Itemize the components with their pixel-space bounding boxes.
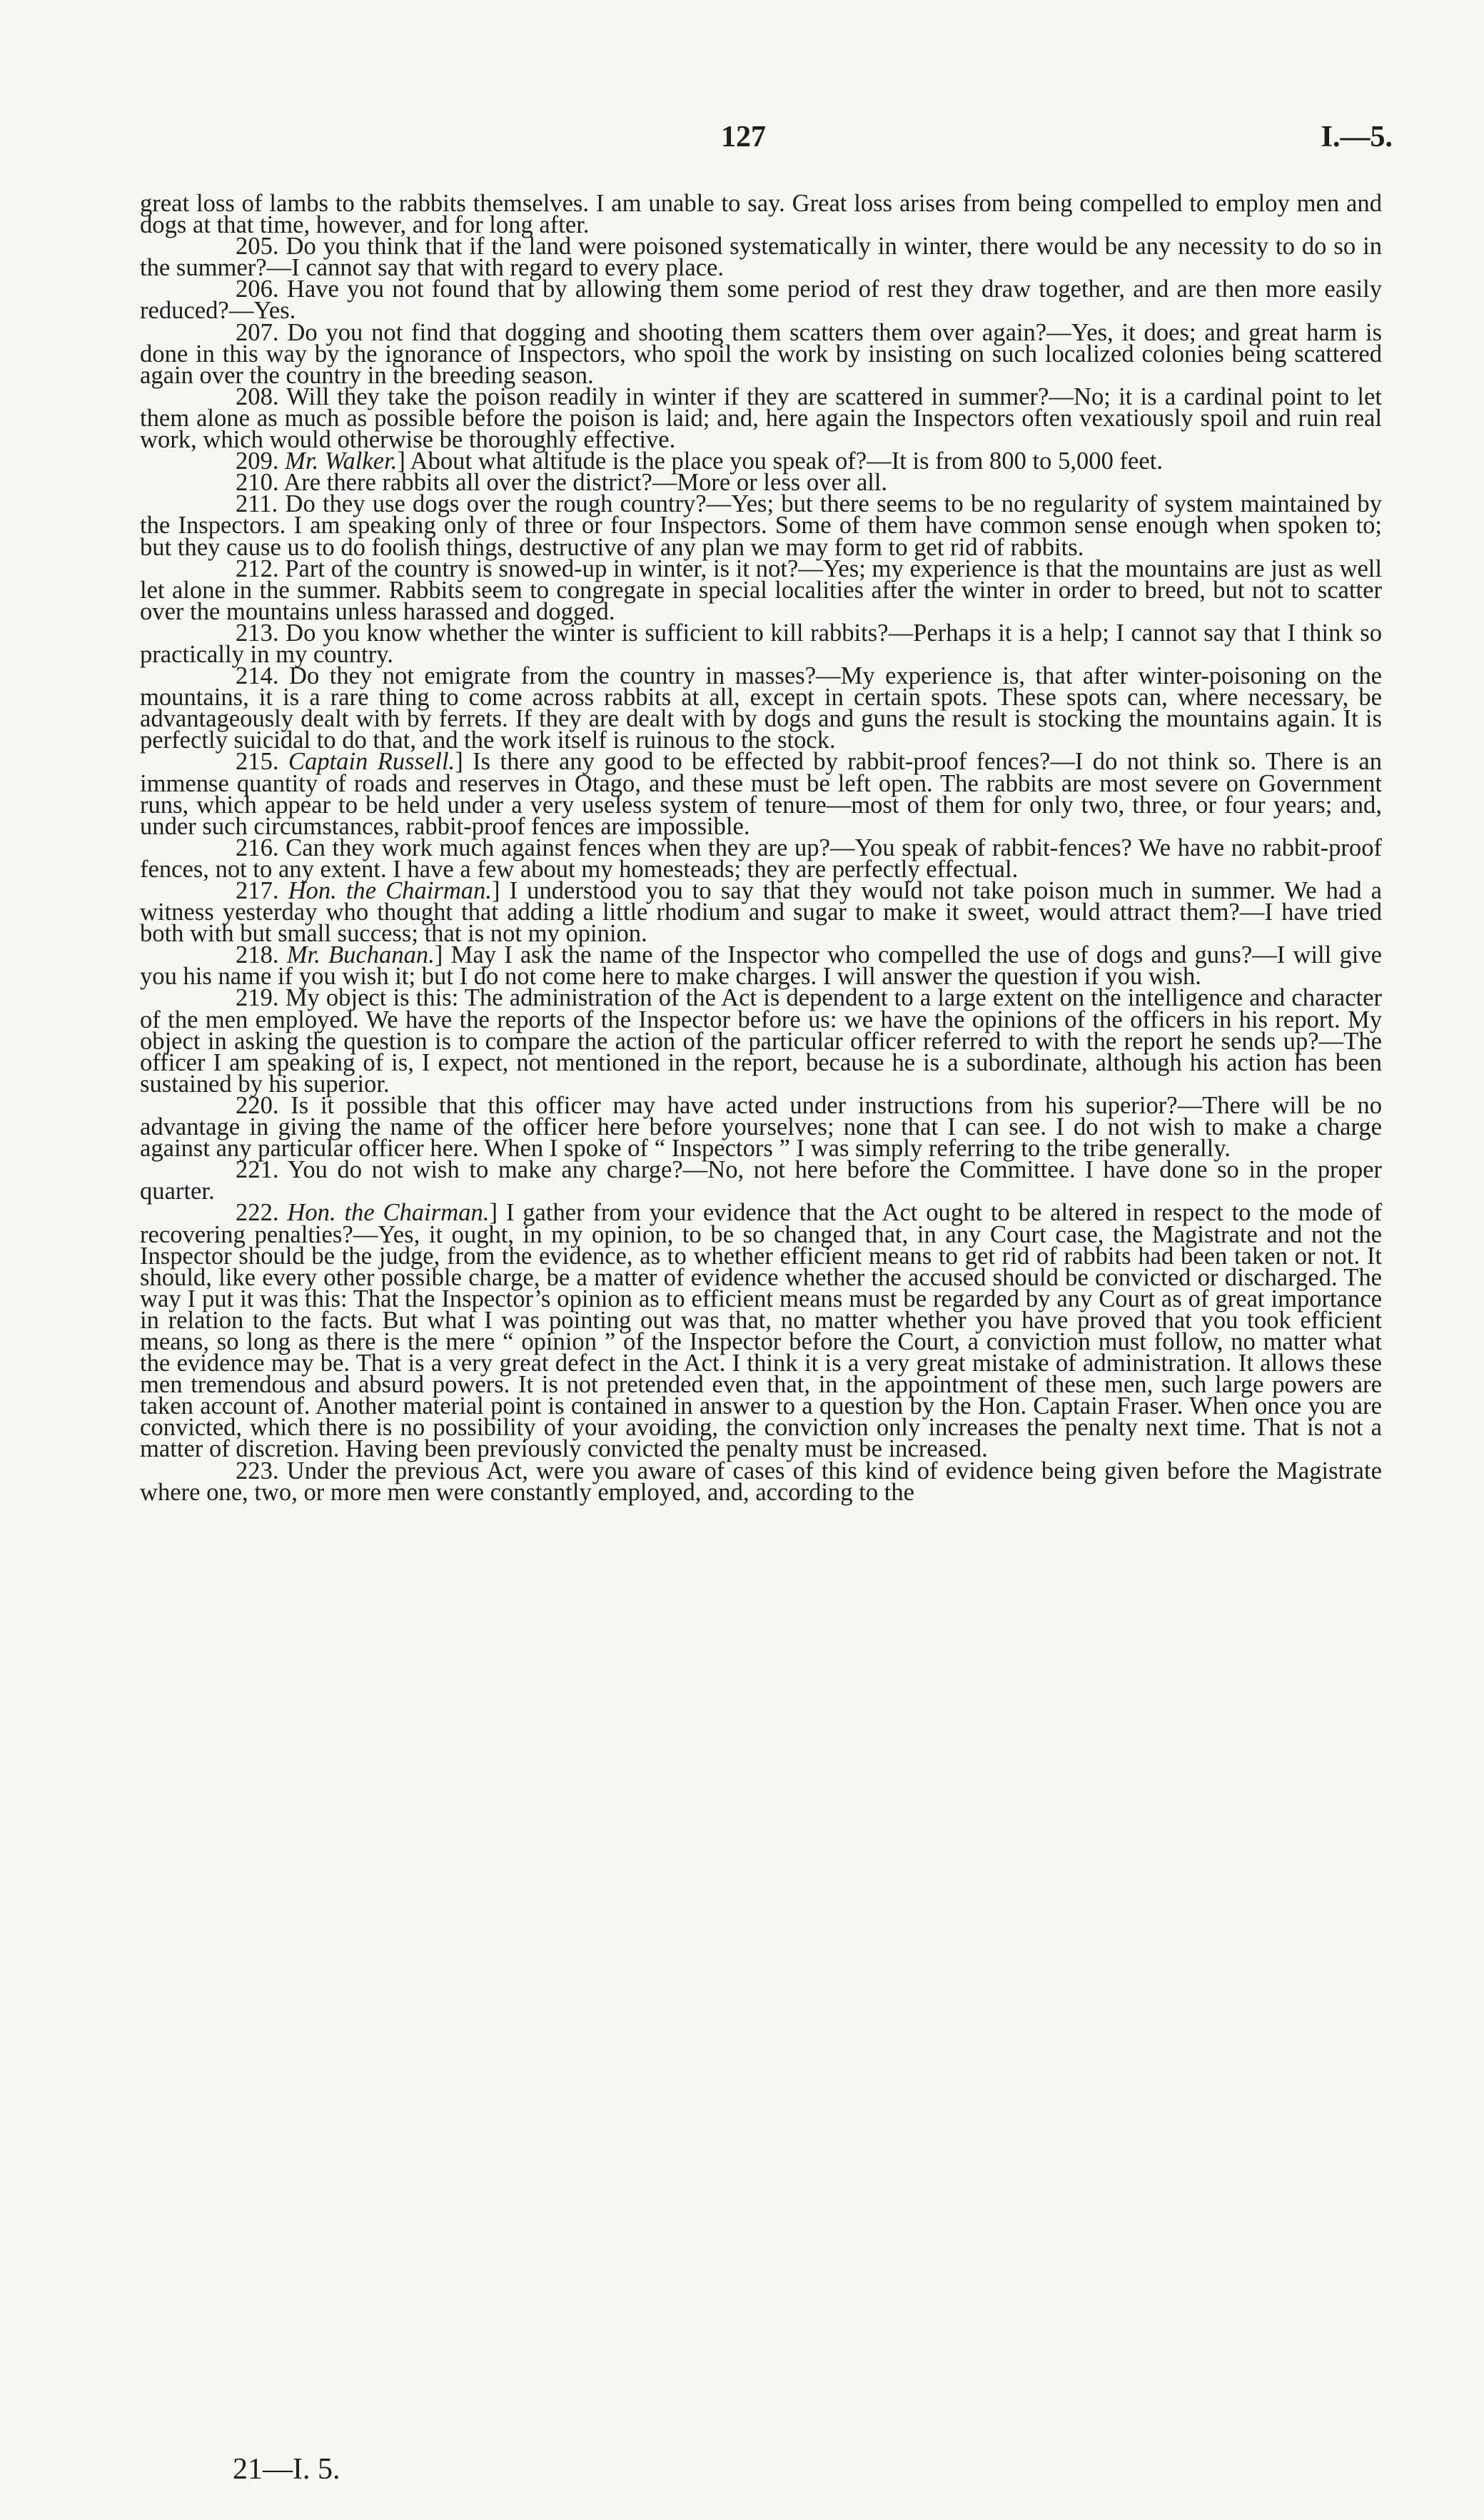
paragraph — [140, 490, 1383, 561]
question-number: 221. — [236, 1156, 288, 1184]
paragraph-text: Under the previous Act, were you aware of cases of this kind of evidence being given before the Magistrate where one, two, or more men were constantly employed, and, according to the — [140, 1457, 1382, 1506]
paragraph — [140, 748, 1383, 840]
paragraph-text: Do you not find that dogging and shooting them scatters them over again?—Yes, it does; and great harm is done in this way by the ignorance of Inspectors, who spoil the work by insisting on such localized colonies being scattered again over the country in the breeding season. — [140, 318, 1383, 389]
speaker-name: Mr. Buchanan. — [286, 941, 435, 969]
paragraph — [140, 1199, 1382, 1463]
paragraph-text: Will they take the poison readily in winter if they are scattered in summer?—No; it is a cardinal point to let them alone as much as possible before the poison is laid; and, here again the Inspectors often vexatiously spoil and ruin real work, which would otherwise be thoroughly effective. — [140, 383, 1382, 454]
paragraph — [140, 318, 1383, 389]
paragraph — [140, 190, 1382, 239]
paragraph — [140, 877, 1383, 948]
question-number: 205. — [236, 233, 286, 260]
question-number: 211. — [236, 490, 286, 518]
question-number: 212. — [236, 555, 286, 582]
question-number: 207. — [236, 318, 288, 346]
paragraph — [140, 984, 1383, 1098]
question-number: 210. — [236, 469, 284, 497]
question-number: 222. — [236, 1199, 288, 1227]
paragraph — [140, 619, 1383, 668]
question-number: 220. — [236, 1091, 291, 1119]
paragraph-text: Are there rabbits all over the district?—More or less over all. — [283, 469, 888, 497]
paragraph-text: You do not wish to make any charge?—No, not here before the Committee. I have done so in the proper quarter. — [140, 1156, 1382, 1205]
paragraph-text: Do you think that if the land were poisoned systematically in winter, there would be any necessity to do so in the summer?—I cannot say that with regard to every place. — [140, 233, 1383, 282]
paragraph — [140, 233, 1383, 282]
paragraph — [140, 662, 1382, 754]
paragraph-text: ] May I ask the name of the Inspector who compelled the use of dogs and guns?—I will give you his name if you wish it; but I do not come here to make charges. I will answer the question if you wish. — [140, 941, 1383, 991]
page-number: 127 — [721, 121, 766, 153]
question-number: 213. — [236, 619, 286, 647]
body-text — [140, 190, 1383, 1506]
paragraph — [140, 383, 1382, 454]
paragraph — [140, 1156, 1382, 1205]
paragraph-text: ] I gather from your evidence that the Act ought to be altered in respect to the mode of recovering penalties?—Yes, it ought, in my opinion, to be so changed that, in any Court case, the Magistrate and not the Inspector should be the judge, from the evidence, as to whether efficient means to get rid of rabbits had been taken or not. It should, like every other possible charge, be a matter of evidence whether the accused should be convicted or discharged. The way I put it was this: That the Inspector’s opinion as to efficient means must be regarded by any Court as of great importance in relation to the facts. But what I was pointing out was that, no matter whether you have proved that you took efficient means, so long as there is the mere “ opinion ” of the Inspector before the Court, a conviction must follow, no matter what the evidence may be. That is a very great defect in the Act. I think it is a very great mistake of administration. It allows these men tremendous and absurd powers. It is not pretended even that, in the appointment of these men, such large powers are taken account of. Another material point is contained in answer to a question by the Hon. Captain Fraser. When once you are convicted, which there is no possibility of your avoiding, the conviction only increases the penalty next time. That is not a matter of discretion. Having been previously convicted the penalty must be increased. — [140, 1199, 1382, 1463]
paragraph-text: Do you know whether the winter is sufficient to kill rabbits?—Perhaps it is a help; I cannot say that I think so practically in my country. — [140, 619, 1383, 668]
question-number: 223. — [236, 1457, 287, 1484]
paragraph-text: Do they not emigrate from the country in masses?—My experience is, that after winter-poisoning on the mountains, it is a rare thing to come across rabbits at all, except in certain spots. These spots can, where necessary, be advantageously dealt with by ferrets. If they are dealt with by dogs and guns the result is stocking the mountains again. It is perfectly suicidal to do that, and the work itself is ruinous to the stock. — [140, 662, 1382, 754]
paragraph — [140, 1457, 1382, 1506]
paragraph-text: Can they work much against fences when they are up?—You speak of rabbit-fences? We have no rabbit-proof fences, not to any extent. I have a few about my homesteads; they are perfectly effectual. — [140, 834, 1383, 883]
question-number: 208. — [236, 383, 287, 410]
question-number: 217. — [236, 877, 288, 904]
document-reference: I.—5. — [1321, 121, 1393, 153]
speaker-name: Hon. the Chairman. — [288, 877, 493, 904]
question-number: 215. — [236, 748, 288, 776]
paragraph-text: ] About what altitude is the place you speak of?—It is from 800 to 5,000 feet. — [397, 447, 1163, 475]
paragraph-text: ] Is there any good to be effected by rabbit-proof fences?—I do not think so. There is an immense quantity of roads and reserves in Otago, and these must be left open. The rabbits are most severe on Government runs, which appear to be held under a very useless system of tenure—most of them for only two, three, or four years; and, under such circumstances, rabbit-proof fences are impossible. — [140, 748, 1383, 840]
paragraph — [140, 555, 1383, 625]
speaker-name: Mr. Walker. — [285, 447, 398, 475]
question-number: 216. — [236, 834, 286, 861]
paragraph — [140, 834, 1383, 883]
question-number: 218. — [236, 941, 287, 969]
question-number: 206. — [236, 275, 287, 303]
question-number: 209. — [236, 447, 286, 475]
paragraph-text: Part of the country is snowed-up in winter, is it not?—Yes; my experience is that the mountains are just as well let alone in the summer. Rabbits seem to congregate in special localities after the winter in order to breed, but not to scatter over the mountains unless harassed and dogged. — [140, 555, 1383, 625]
paragraph — [140, 941, 1383, 991]
speaker-name: Hon. the Chairman. — [287, 1199, 490, 1227]
paragraph-text: ] I understood you to say that they would not take poison much in summer. We had a witness yesterday who thought that adding a little rhodium and sugar to make it sweet, would attract them?—I have tried both with but small success; that is not my opinion. — [140, 877, 1383, 948]
question-number: 214. — [236, 662, 289, 690]
paragraph-text: My object is this: The administration of the Act is dependent to a large extent on the intelligence and character of the men employed. We have the reports of the Inspector before us: we have the opinions of the officers in his report. My object in asking the question is to compare the action of the particular officer referred to with the report he sends up?—The officer I am speaking of is, I expect, not mentioned in the report, because he is a subordinate, although his action has been sustained by his superior. — [140, 984, 1383, 1098]
page-header — [0, 120, 1484, 163]
question-number: 219. — [236, 984, 286, 1012]
paragraph — [140, 275, 1382, 325]
paragraph-text: great loss of lambs to the rabbits themselves. I am unable to say. Great loss arises from being compelled to employ men and dogs at that time, however, and for long after. — [140, 190, 1382, 239]
paragraph — [140, 1091, 1383, 1163]
signature-mark: 21—I. 5. — [233, 2453, 340, 2486]
paragraph-text: Do they use dogs over the rough country?—Yes; but there seems to be no regularity of system maintained by the Inspectors. I am speaking only of three or four Inspectors. Some of them have common sense enough when spoken to; but they cause us to do foolish things, destructive of any plan we may form to get rid of rabbits. — [140, 490, 1383, 561]
speaker-name: Captain Russell. — [288, 748, 455, 776]
paragraph-text: Have you not found that by allowing them some period of rest they draw together, and are then more easily reduced?—Yes. — [140, 275, 1382, 325]
paragraph-text: Is it possible that this officer may have acted under instructions from his superior?—There will be no advantage in giving the name of the officer here before yourselves; none that I can see. I do not wish to make a charge against any particular officer here. When I spoke of “ Inspectors ” I was simply referring to the tribe generally. — [140, 1091, 1383, 1163]
